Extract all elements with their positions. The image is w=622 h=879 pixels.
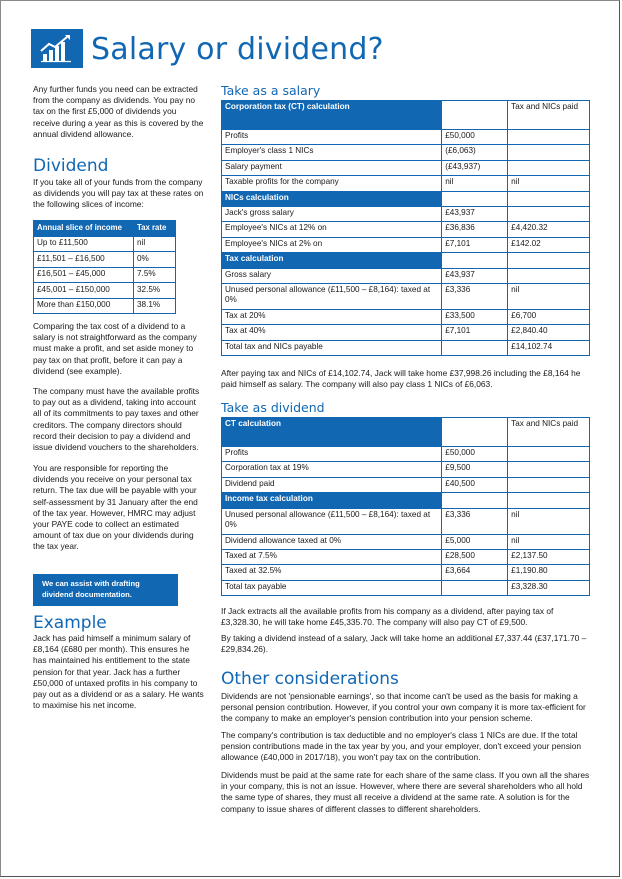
tax-paid-cell: £4,420.32 — [508, 222, 590, 237]
column-header: Annual slice of income — [34, 221, 134, 237]
pension-deductible-paragraph: The company's contribution is tax deductible and no employer's class 1 NICs are due. If the total pension contributions made in the tax year by you, and your employer, don't exceed your pension allowance (£40,000 in 2017/18), you won't pay tax on the contribution. — [221, 730, 582, 763]
table-row — [222, 160, 590, 175]
table-row — [222, 580, 590, 595]
row-label: Tax at 40% — [222, 325, 442, 340]
dividend-rates-table — [33, 220, 176, 314]
row-label: Taxed at 32.5% — [222, 565, 442, 580]
table-row — [222, 206, 590, 221]
salary-calculation-table — [221, 100, 590, 356]
column-header: Tax and NICs paid — [508, 101, 590, 130]
table-row — [222, 549, 590, 564]
table-row — [222, 309, 590, 324]
other-considerations-heading: Other considerations — [221, 669, 399, 689]
amount-cell: £40,500 — [442, 477, 508, 492]
amount-cell — [442, 580, 508, 595]
table-cell — [442, 253, 508, 268]
amount-cell: £43,937 — [442, 206, 508, 221]
amount-cell: nil — [442, 176, 508, 191]
amount-cell: £43,937 — [442, 268, 508, 283]
income-slice-cell: £16,501 – £45,000 — [34, 267, 134, 283]
row-label: Employee's NICs at 12% on — [222, 222, 442, 237]
assist-callout: We can assist with drafting dividend documentation. — [33, 574, 178, 606]
growth-chart-icon — [31, 29, 83, 68]
income-slice-cell: £45,001 – £150,000 — [34, 283, 134, 299]
table-row — [222, 534, 590, 549]
table-row — [34, 252, 176, 268]
amount-cell: £3,336 — [442, 508, 508, 534]
income-slice-cell: More than £150,000 — [34, 298, 134, 314]
tax-paid-cell — [508, 160, 590, 175]
dividend-calculation-table — [221, 417, 590, 596]
column-header: Tax rate — [134, 221, 176, 237]
row-label: Unused personal allowance (£11,500 – £8,164): taxed at 0% — [222, 283, 442, 309]
section-header-row — [222, 493, 590, 508]
row-label: Dividend paid — [222, 477, 442, 492]
tax-paid-cell: £2,137.50 — [508, 549, 590, 564]
tax-paid-cell: £2,840.40 — [508, 325, 590, 340]
table-cell — [442, 101, 508, 130]
amount-cell: £5,000 — [442, 534, 508, 549]
table-row — [222, 130, 590, 145]
table-header-row — [34, 221, 176, 237]
take-as-dividend-heading: Take as dividend — [221, 400, 325, 415]
tax-paid-cell: £3,328.30 — [508, 580, 590, 595]
row-label: Gross salary — [222, 268, 442, 283]
table-row — [222, 477, 590, 492]
dividend-heading: Dividend — [33, 156, 109, 176]
table-row — [222, 340, 590, 355]
row-label: Tax at 20% — [222, 309, 442, 324]
row-label: Taxed at 7.5% — [222, 549, 442, 564]
amount-cell: £7,101 — [442, 237, 508, 252]
row-label: Employer's class 1 NICs — [222, 145, 442, 160]
example-heading: Example — [33, 613, 107, 633]
amount-cell: £33,500 — [442, 309, 508, 324]
dividend-additional-summary: By taking a dividend instead of a salary, Jack will take home an additional £7,337.44 (£37,171.70 – £29,834.26). — [221, 633, 587, 655]
amount-cell: £50,000 — [442, 130, 508, 145]
table-cell — [442, 418, 508, 447]
example-paragraph: Jack has paid himself a minimum salary of £8,164 (£680 per month). This ensures he has maintained his entitlement to the state pension for that year. Jack has a further £50,000 of untaxed profits in his company to pay out as a dividend or as a salary. He wants to maximise his net income. — [33, 633, 204, 711]
table-row — [222, 447, 590, 462]
row-label: Profits — [222, 447, 442, 462]
table-row — [34, 298, 176, 314]
section-label: Income tax calculation — [222, 493, 442, 508]
tax-paid-cell — [508, 145, 590, 160]
tax-rate-cell: 7.5% — [134, 267, 176, 283]
table-row — [222, 508, 590, 534]
row-label: Profits — [222, 130, 442, 145]
amount-cell — [442, 340, 508, 355]
tax-paid-cell — [508, 462, 590, 477]
table-row — [222, 176, 590, 191]
column-header: Tax and NICs paid — [508, 418, 590, 447]
take-as-salary-heading: Take as a salary — [221, 83, 321, 98]
row-label: Total tax payable — [222, 580, 442, 595]
tax-paid-cell: £14,102.74 — [508, 340, 590, 355]
share-class-paragraph: Dividends must be paid at the same rate for each share of the same class. If you own all the shares in your company, this is not an issue. However, where there are several shareholders who all hold the same type of shares, they must all receive a dividend at the same rate. A solution is for the company to issue shares of different classes to different shareholders. — [221, 770, 590, 814]
row-label: Employee's NICs at 2% on — [222, 237, 442, 252]
tax-rate-cell: 32.5% — [134, 283, 176, 299]
row-label: Taxable profits for the company — [222, 176, 442, 191]
amount-cell: £9,500 — [442, 462, 508, 477]
table-row — [34, 283, 176, 299]
section-header-row — [222, 418, 590, 447]
amount-cell: £3,664 — [442, 565, 508, 580]
page-title: Salary or dividend? — [91, 32, 384, 67]
table-row — [222, 222, 590, 237]
tax-paid-cell: nil — [508, 534, 590, 549]
dividend-intro: If you take all of your funds from the company as dividends you will pay tax at these rates on the following slices of income: — [33, 177, 204, 210]
table-row — [222, 462, 590, 477]
income-slice-cell: Up to £11,500 — [34, 236, 134, 252]
amount-cell: £50,000 — [442, 447, 508, 462]
dividend-reporting-paragraph: You are responsible for reporting the dividends you receive on your personal tax return. The tax due will be payable with your self-assessment by 31 January after the end of the tax year. However, HMRC may adjust your PAYE code to collect an estimated amount of tax due on your dividends during the tax year. — [33, 463, 198, 552]
tax-paid-cell: nil — [508, 176, 590, 191]
section-label: Corporation tax (CT) calculation — [222, 101, 442, 130]
table-cell — [508, 191, 590, 206]
table-row — [222, 565, 590, 580]
tax-paid-cell — [508, 447, 590, 462]
section-header-row — [222, 101, 590, 130]
row-label: Jack's gross salary — [222, 206, 442, 221]
pension-paragraph: Dividends are not 'pensionable earnings', so that income can't be used as the basis for making a personal pension contribution. However, if you control your own company it is more tax-efficient for the company to make an employer's pension contribution into your pension scheme. — [221, 691, 586, 724]
table-row — [222, 145, 590, 160]
amount-cell: (£6,063) — [442, 145, 508, 160]
tax-rate-cell: 0% — [134, 252, 176, 268]
tax-paid-cell — [508, 206, 590, 221]
table-row — [222, 268, 590, 283]
salary-summary: After paying tax and NICs of £14,102.74, Jack will take home £37,998.26 including the £8,164 he paid himself as salary. The company will also pay class 1 NICs of £6,063. — [221, 368, 581, 390]
tax-paid-cell: £142.02 — [508, 237, 590, 252]
table-cell — [508, 493, 590, 508]
amount-cell: £36,836 — [442, 222, 508, 237]
section-label: NICs calculation — [222, 191, 442, 206]
dividend-summary: If Jack extracts all the available profits from his company as a dividend, after paying tax of £3,328.30, he will take home £45,335.70. The company will also pay CT of £9,500. — [221, 606, 554, 628]
amount-cell: £7,101 — [442, 325, 508, 340]
table-row — [222, 283, 590, 309]
dividend-comparison-paragraph: Comparing the tax cost of a dividend to a salary is not straightforward as the company must make a profit, and set aside money to pay tax on that profit, before it can pay a dividend (see example). — [33, 321, 197, 376]
tax-rate-cell: nil — [134, 236, 176, 252]
section-label: Tax calculation — [222, 253, 442, 268]
table-cell — [442, 191, 508, 206]
amount-cell: £28,500 — [442, 549, 508, 564]
tax-paid-cell: £6,700 — [508, 309, 590, 324]
amount-cell: (£43,937) — [442, 160, 508, 175]
tax-paid-cell — [508, 268, 590, 283]
row-label: Salary payment — [222, 160, 442, 175]
row-label: Corporation tax at 19% — [222, 462, 442, 477]
tax-paid-cell: nil — [508, 283, 590, 309]
table-row — [34, 267, 176, 283]
tax-paid-cell: £1,190.80 — [508, 565, 590, 580]
table-row — [34, 236, 176, 252]
dividend-profits-paragraph: The company must have the available profits to pay out as a dividend, taking into account all of its commitments to pay taxes and other creditors. The company directors should record their decision to pay a dividend and issue dividend vouchers to the shareholders. — [33, 386, 200, 453]
table-row — [222, 237, 590, 252]
tax-paid-cell — [508, 477, 590, 492]
table-cell — [442, 493, 508, 508]
tax-paid-cell: nil — [508, 508, 590, 534]
section-label: CT calculation — [222, 418, 442, 447]
amount-cell: £3,336 — [442, 283, 508, 309]
intro-paragraph: Any further funds you need can be extracted from the company as dividends. You pay no tax on the first £5,000 of dividends you receive during a year as this is covered by the annual dividend allowance. — [33, 84, 204, 139]
row-label: Dividend allowance taxed at 0% — [222, 534, 442, 549]
tax-paid-cell — [508, 130, 590, 145]
section-header-row — [222, 191, 590, 206]
tax-rate-cell: 38.1% — [134, 298, 176, 314]
income-slice-cell: £11,501 – £16,500 — [34, 252, 134, 268]
section-header-row — [222, 253, 590, 268]
table-cell — [508, 253, 590, 268]
row-label: Unused personal allowance (£11,500 – £8,164): taxed at 0% — [222, 508, 442, 534]
table-row — [222, 325, 590, 340]
row-label: Total tax and NICs payable — [222, 340, 442, 355]
